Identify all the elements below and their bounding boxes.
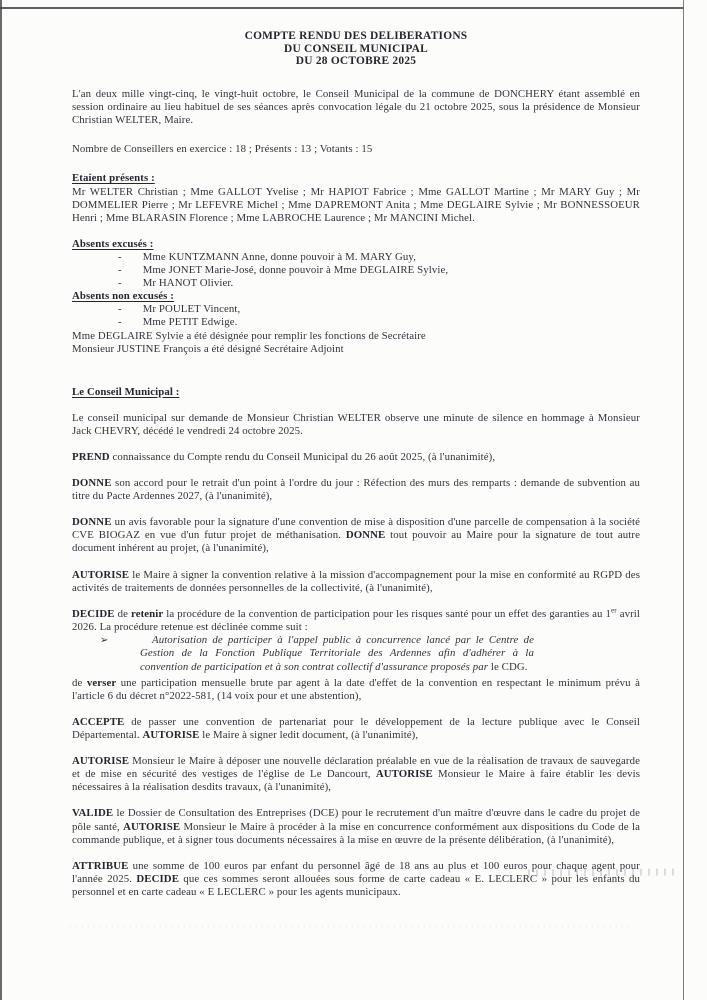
- list-item-text: [143, 251, 416, 264]
- paragraph: [72, 451, 640, 464]
- paragraph: [72, 608, 640, 634]
- bold-text: AUTORISE: [142, 729, 200, 742]
- paragraph: [72, 143, 640, 156]
- arrow-bullet-icon: ➢: [100, 634, 109, 646]
- paragraph: [72, 677, 640, 703]
- italic-text: Autorisation de participer à l'appel public à concurrence lancé par le Centre de Gestion de la Fonction Publique Territoriale des Ardennes afin d'adhérer à la convention de participation et à son contrat collectif d'assurance proposés par: [140, 633, 534, 673]
- list-item-text: [143, 264, 448, 277]
- text-segment: son accord pour le retrait d'un point à l'ordre du jour : Réfection des murs des remparts : demande de subvention au titre du Pacte Ardennes 2027, (à l'unanimité),: [72, 477, 640, 503]
- text-segment: Mr HANOT Olivier.: [142, 277, 234, 290]
- section-heading: [72, 172, 640, 185]
- bold-text: DONNE: [72, 477, 112, 490]
- paragraph: [72, 477, 640, 503]
- text-segment: une participation mensuelle brute par agent à la date d'effet de la convention en respectant le minimum prévu à l'article 6 du décret n°2022-581, (14 voix pour et une abstention),: [72, 676, 640, 702]
- paragraph: [72, 88, 640, 127]
- text-segment: er: [611, 606, 617, 615]
- text-segment: Monsieur le Maire à procéder à la mise en concurrence conformément aux dispositions du Code de la commande publique, et à signer tous documents nécessaires à la mise en œuvre de la présente délibération, (à l'unanimité),: [72, 820, 640, 846]
- document-body: [72, 88, 640, 899]
- list-item-text: [143, 316, 238, 329]
- text-segment: Monsieur le Maire à faire établir les devis nécessaires à la réalisation desdits travaux, (à l'unanimité),: [72, 768, 640, 794]
- scan-artifact-scribble: [528, 868, 680, 876]
- text-segment: Le conseil municipal sur demande de Monsieur Christian WELTER observe une minute de silence en hommage à Monsieur Jack CHEVRY, décédé le vendredi 24 octobre 2025.: [72, 411, 640, 437]
- text-segment: le Maire à signer la convention relative à la mission d'accompagnement pour la mise en conformité au RGPD des activités de traitements de données personnelles de la collectivité, (à l'unanimité),: [72, 568, 640, 594]
- bold-text: ACCEPTE: [72, 716, 125, 728]
- text-segment: Monsieur JUSTINE François a été désigné Secrétaire Adjoint: [72, 342, 344, 355]
- section-heading-label: Etaient présents :: [72, 172, 155, 185]
- text-segment: de: [114, 607, 131, 620]
- bold-text: AUTORISE: [375, 768, 433, 781]
- scan-border-top: [0, 7, 684, 9]
- text-segment: Nombre de Conseillers en exercice : 18 ; Présents : 13 ; Votants : 15: [72, 143, 373, 156]
- text-segment: la procédure de la convention de participation pour les risques santé pour un effet des garanties au 1: [163, 607, 612, 620]
- text-segment: connaissance du Compte rendu du Conseil Municipal du 26 août 2025, (à l'unanimité),: [109, 450, 496, 463]
- dash-bullet: -: [118, 264, 122, 277]
- text-segment: tout pouvoir au Maire pour la signature de tout autre document inhérent au projet, (à l'unanimité),: [72, 529, 640, 555]
- list-item-text: [143, 277, 234, 290]
- title-line-1: COMPTE RENDU DES DELIBERATIONS: [244, 30, 468, 42]
- bold-text: verser: [86, 676, 117, 689]
- title-line-3: DU 28 OCTOBRE 2025: [295, 55, 417, 68]
- list-item: [72, 316, 640, 329]
- text-segment: un avis favorable pour la signature d'une convention de mise à disposition d'une parcelle de compensation à la société CVE BIOGAZ en vue d'un futur projet de méthanisation.: [72, 516, 640, 542]
- paragraph: [72, 186, 640, 225]
- text-segment: une somme de 100 euros par enfant du personnel âgé de 18 ans au plus et 100 euros pour chaque agent pour l'année 2025.: [72, 859, 640, 885]
- paragraph: [72, 860, 640, 899]
- paragraph: [72, 412, 640, 438]
- bold-text: ATTRIBUE: [72, 859, 129, 872]
- procedure-note: [100, 634, 640, 674]
- bold-text: DONNE: [72, 516, 112, 529]
- text-segment: Monsieur le Maire à déposer une nouvelle déclaration préalable en vue de la réalisation de travaux de sauvegarde et de mise en sécurité des vestiges de l'église de Le Dancourt,: [72, 755, 640, 781]
- dash-bullet: -: [118, 303, 122, 316]
- dash-bullet: -: [118, 250, 122, 263]
- text-segment: le CDG.: [488, 660, 528, 673]
- document-title: [72, 30, 640, 68]
- section-heading-label: Le Conseil Municipal :: [72, 385, 180, 398]
- text-segment: Mme KUNTZMANN Anne, donne pouvoir à M. MARY Guy,: [142, 250, 417, 263]
- scan-artifact-noise: [70, 925, 630, 928]
- text-segment: Mr POULET Vincent,: [142, 303, 241, 316]
- bold-text: AUTORISE: [72, 755, 130, 768]
- paragraph: [72, 343, 640, 356]
- text-segment: Mr WELTER Christian ; Mme GALLOT Yvelise ; Mr HAPIOT Fabrice ; Mme GALLOT Martine ; Mr MARY Guy ; Mr DOMMELIER Pierre ; Mr LEFEVRE Michel ; Mme DAPREMONT Anita ; Mme DEGLAIRE Sylvie ; Mr BONNESSOEUR Henri ; Mme BLARASIN Florence ; Mme LABROCHE Laurence ; Mr MANCINI Michel.: [72, 185, 640, 224]
- title-line-2: DU CONSEIL MUNICIPAL: [283, 42, 429, 55]
- text-segment: avril 2026. La procédure retenue est déclinée comme suit :: [72, 607, 640, 633]
- bold-text: VALIDE: [72, 807, 114, 820]
- section-heading-label: Absents non excusés :: [72, 290, 174, 303]
- text-segment: le Maire à signer ledit document, (à l'unanimité),: [199, 729, 419, 742]
- bold-text: DECIDE: [72, 607, 115, 620]
- section-heading-label: Absents excusés :: [72, 237, 154, 250]
- paragraph: [72, 807, 640, 846]
- paragraph: [72, 755, 640, 794]
- paragraph: [72, 330, 640, 343]
- paragraph: [72, 569, 640, 595]
- text-segment: L'an deux mille vingt-cinq, le vingt-huit octobre, le Conseil Municipal de la commune de DONCHERY étant assemblé en session ordinaire au lieu habituel de ses séances après convocation légale du 21 octobre 2025, sous la présidence de Monsieur Christian WELTER, Maire.: [72, 88, 640, 127]
- list-item-text: [143, 303, 241, 316]
- list-item: [72, 277, 640, 290]
- bold-text: PREND: [72, 450, 110, 463]
- scan-border-right: [683, 0, 684, 1000]
- text-segment: Mme PETIT Edwige.: [142, 316, 238, 329]
- section-heading: [72, 290, 640, 303]
- list-item: [72, 303, 640, 316]
- text-segment: de: [72, 676, 87, 689]
- list-item: [72, 264, 640, 277]
- paragraph: [72, 516, 640, 555]
- list-item: [72, 251, 640, 264]
- text-segment: que ces sommes seront allouées sous forme de carte cadeau « E. LECLERC » pour les enfants du personnel et en carte cadeau « E LECLERC » pour les agents municipaux.: [72, 872, 641, 898]
- procedure-note-text: [140, 634, 534, 674]
- bold-text: AUTORISE: [72, 568, 130, 581]
- section-heading: [72, 238, 640, 251]
- dash-bullet: -: [118, 277, 122, 290]
- text-segment: Mme JONET Marie-José, donne pouvoir à Mme DEGLAIRE Sylvie,: [142, 264, 449, 277]
- paragraph: [72, 716, 640, 742]
- bold-text: DECIDE: [136, 872, 180, 885]
- text-segment: de passer une convention de partenariat pour le développement de la lecture publique avec le Conseil Départemental.: [72, 716, 640, 742]
- dash-bullet: -: [118, 316, 122, 329]
- section-heading: [72, 386, 640, 399]
- scan-border-left: [0, 0, 2, 1000]
- bold-text: retenir: [131, 607, 164, 620]
- text-segment: le Dossier de Consultation des Entreprises (DCE) pour le recrutement d'un maître d'œuvre dans le cadre du projet de pôle santé,: [72, 807, 640, 833]
- text-segment: Mme DEGLAIRE Sylvie a été désignée pour remplir les fonctions de Secrétaire: [72, 329, 426, 342]
- bold-text: DONNE: [345, 529, 386, 542]
- bold-text: AUTORISE: [123, 820, 181, 833]
